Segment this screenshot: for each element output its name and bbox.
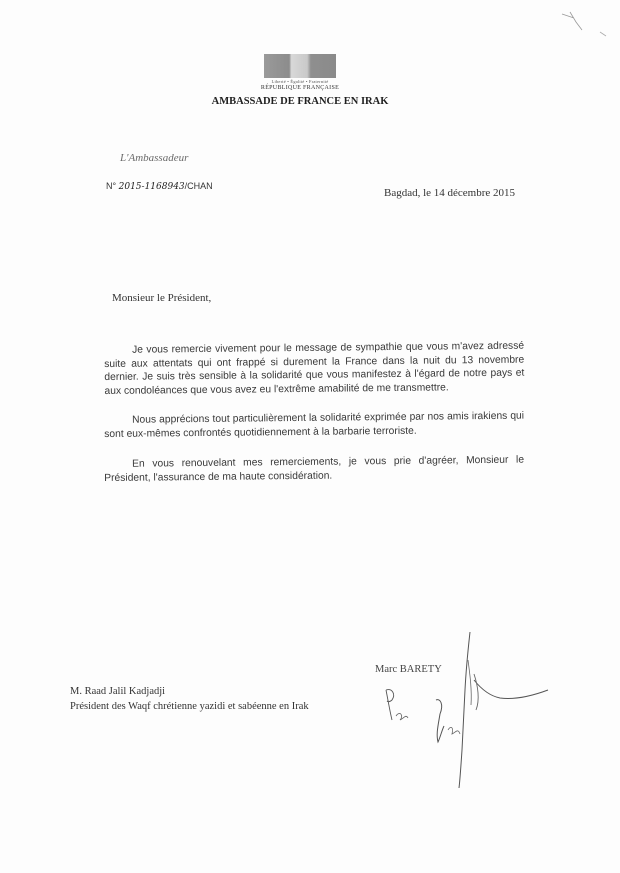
ref-prefix: N° xyxy=(106,181,117,191)
ref-handwritten: 2015-1168943 xyxy=(118,182,185,192)
body-paragraph-2 xyxy=(104,410,524,441)
paragraph-text: Je vous remercie vivement pour le message de sympathie que vous m'avez adressé suite aux attentats qui ont frappé si durement la France dans la nuit du 13 novembre dernier. Je suis très sensible à la solidarité que vous manifestez à l'égard de notre pays et aux condoléances que vous avez eu l'extrême amabilité de me transmettre. xyxy=(104,340,525,397)
logo-motto: Liberté • Égalité • Fraternité xyxy=(271,79,329,84)
handwritten-signature xyxy=(370,630,560,790)
embassy-heading: AMBASSADE DE FRANCE EN IRAK xyxy=(211,96,389,107)
signer-name: Marc BARETY xyxy=(375,664,442,675)
sender-title: L'Ambassadeur xyxy=(120,152,189,164)
paragraph-text: En vous renouvelant mes remerciements, je vous prie d'agréer, Monsieur le Président, l'assurance de ma haute considération. xyxy=(104,454,525,484)
recipient-name: M. Raad Jalil Kadjadji xyxy=(70,686,166,697)
body-paragraph-1 xyxy=(104,340,525,398)
corner-mark xyxy=(560,8,610,38)
recipient-title: Président des Waqf chrétienne yazidi et sabéenne en Irak xyxy=(70,701,309,712)
body-paragraph-3 xyxy=(104,454,524,485)
letter-date: Bagdad, le 14 décembre 2015 xyxy=(384,187,516,199)
logo-republique: RÉPUBLIQUE FRANÇAISE xyxy=(260,85,340,91)
reference-number xyxy=(106,181,213,192)
paragraph-text: Nous apprécions tout particulièrement la solidarité exprimée par nos amis irakiens qui sont eux-mêmes confrontés quotidiennement à la barbarie terroriste. xyxy=(104,410,525,440)
marianne-logo xyxy=(264,54,336,78)
ref-suffix: /CHAN xyxy=(184,181,213,191)
salutation: Monsieur le Président, xyxy=(112,292,212,304)
